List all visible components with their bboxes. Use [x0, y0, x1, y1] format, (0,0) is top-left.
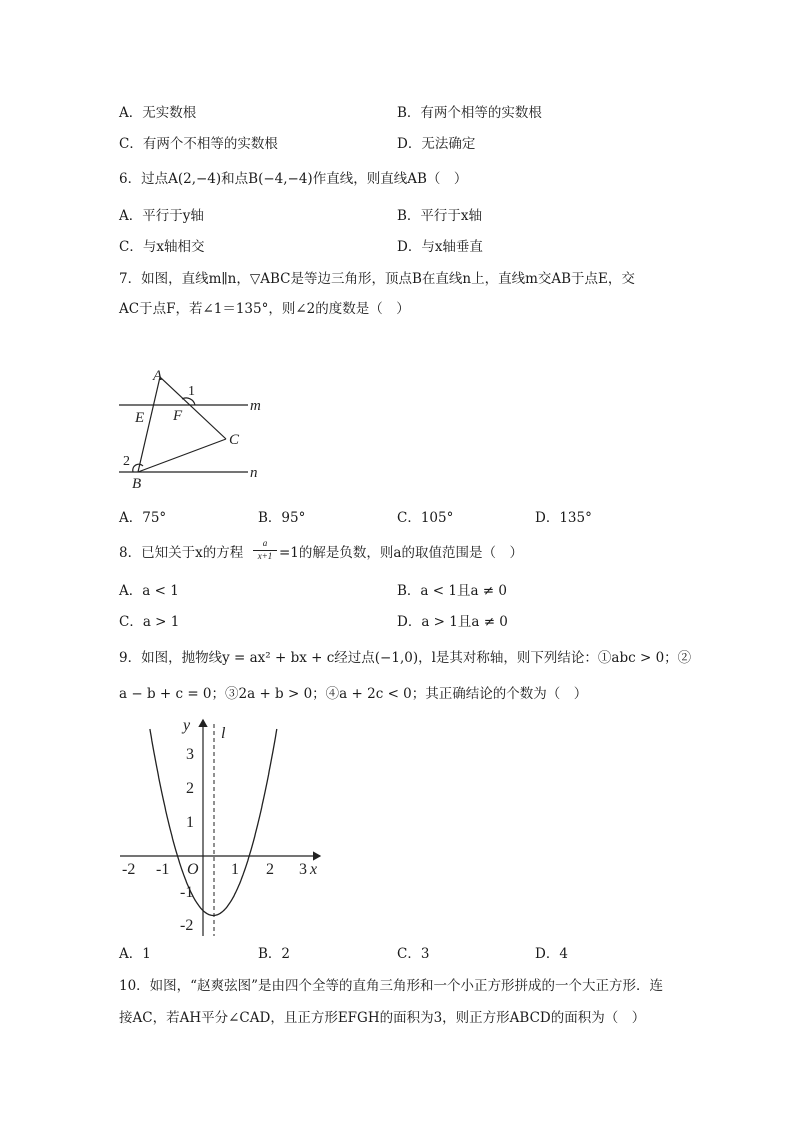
q7-option-b: B．95°	[258, 510, 306, 526]
q9-option-b: B．2	[258, 946, 291, 962]
q7-figure	[110, 362, 270, 492]
q9-option-a: A．1	[119, 946, 151, 962]
label-angle-2: 2	[123, 454, 130, 469]
x-tick-3: 3	[299, 861, 307, 878]
q7-stem-line2: AC于点F，若∠1＝135°，则∠2的度数是（ ）	[119, 301, 410, 317]
x-tick-1: 1	[231, 861, 239, 878]
q8-option-a: A．a < 1	[119, 583, 179, 599]
q8-fraction-denominator: x+1	[257, 551, 273, 561]
q5-option-a: A．无实数根	[119, 105, 197, 121]
symmetry-axis-label: l	[221, 725, 226, 742]
label-angle-1: 1	[188, 384, 195, 399]
x-tick-2: 2	[266, 861, 274, 878]
q7-option-c: C．105°	[397, 510, 454, 526]
y-axis-label: y	[183, 717, 191, 734]
q5-option-d: D．无法确定	[397, 136, 476, 152]
label-a: A	[153, 368, 163, 384]
side-bc	[138, 439, 226, 472]
q5-option-b: B．有两个相等的实数根	[397, 105, 542, 121]
q6-option-c: C．与x轴相交	[119, 239, 205, 255]
q8-fraction-numerator: a	[262, 538, 268, 548]
label-b: B	[132, 476, 142, 492]
y-tick-neg2: -2	[180, 917, 194, 934]
q10-stem-line2: 接AC，若AH平分∠CAD，且正方形EFGH的面积为3，则正方形ABCD的面积为（ ）	[119, 1010, 646, 1026]
y-tick-2: 2	[186, 780, 194, 797]
q7-stem-line1: 7．如图，直线m∥n，▽ABC是等边三角形，顶点B在直线n上，直线m交AB于点E，交	[119, 271, 635, 287]
q6-option-d: D．与x轴垂直	[397, 239, 483, 255]
y-tick-1: 1	[186, 814, 194, 831]
x-tick-neg1: -1	[156, 861, 170, 878]
label-m: m	[250, 398, 261, 414]
q7-option-a: A．75°	[119, 510, 167, 526]
q9-stem-line1: 9．如图，抛物线y = ax² + bx + c经过点(−1,0)，l是其对称轴，则下列结论：①abc > 0；②	[119, 650, 692, 666]
q8-stem-after: =1的解是负数，则a的取值范围是（ ）	[279, 545, 523, 561]
x-axis-label: x	[310, 861, 318, 878]
x-tick-neg2: -2	[122, 861, 136, 878]
label-f: F	[173, 408, 183, 424]
q10-stem-line1: 10．如图，“赵爽弦图”是由四个全等的直角三角形和一个小正方形拼成的一个大正方形．连	[119, 978, 663, 994]
q8-option-c: C．a > 1	[119, 614, 180, 630]
q9-option-c: C．3	[397, 946, 430, 962]
q8-option-b: B．a < 1且a ≠ 0	[397, 583, 507, 599]
q5-option-c: C．有两个不相等的实数根	[119, 136, 278, 152]
label-n: n	[250, 465, 258, 481]
q7-option-d: D．135°	[535, 510, 592, 526]
y-tick-neg1: -1	[180, 884, 194, 901]
q9-stem-line2: a − b + c = 0；③2a + b > 0；④a + 2c < 0；其正确结论的个数为（ ）	[119, 686, 588, 702]
q9-option-d: D．4	[535, 946, 568, 962]
q9-parabola-graph	[115, 716, 325, 938]
label-c: C	[229, 432, 240, 448]
q8-option-d: D．a > 1且a ≠ 0	[397, 614, 508, 630]
y-tick-3: 3	[186, 746, 194, 763]
q6-option-b: B．平行于x轴	[397, 208, 483, 224]
q8-stem-before: 8．已知关于x的方程	[119, 545, 244, 561]
origin-label: O	[187, 861, 199, 878]
q6-option-a: A．平行于y轴	[119, 208, 204, 224]
label-e: E	[135, 410, 145, 426]
parabola-curve	[150, 729, 277, 916]
q8-fraction	[251, 538, 279, 562]
q6-stem: 6．过点A(2,−4)和点B(−4,−4)作直线，则直线AB（ ）	[119, 171, 468, 187]
